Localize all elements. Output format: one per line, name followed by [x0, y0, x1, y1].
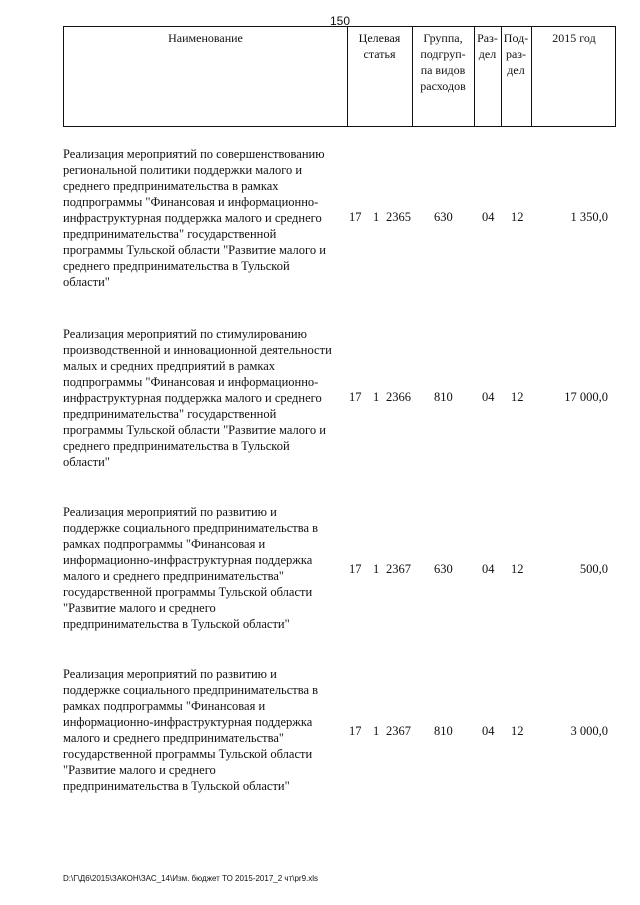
row-name: Реализация мероприятий по совершенствованию региональной политики поддержки малого и среднего предпринимательства в рамках подпрограммы "Финансовая и информационно- инфраструктурная поддержка малого и среднего предпринимательства" государственной программы Тульской области "Развитие малого и среднего предпринимательства в Тульской области" [63, 147, 326, 289]
amount: 500,0 [579, 562, 608, 576]
row-name: Реализация мероприятий по развитию и поддержке социального предпринимательства в рамках подпрограммы "Финансовая и информационно-инфраструктурная поддержка малого и среднего предпринимательства" государственной программы Тульской области "Развитие малого и среднего предпринимательства в Тульской области" [63, 505, 319, 631]
row-name: Реализация мероприятий по развитию и поддержке социального предпринимательства в рамках подпрограммы "Финансовая и информационно-инфраструктурная поддержка малого и среднего предпринимательства" государственной программы Тульской области "Развитие малого и среднего предпринимательства в Тульской области" [63, 667, 319, 793]
table-row [63, 326, 616, 476]
section-code: 04 [482, 210, 495, 224]
target-article-subprogram: 1 [373, 562, 380, 576]
section-code: 04 [482, 390, 495, 404]
header-target-article: Целевая статья [358, 31, 401, 61]
target-article-subprogram: 1 [373, 724, 380, 738]
group-code: 810 [434, 390, 453, 404]
amount: 1 350,0 [570, 210, 608, 224]
target-article-code: 2367 [386, 562, 411, 576]
subsection-code: 12 [511, 562, 524, 576]
group-code: 630 [434, 562, 453, 576]
target-article-subprogram: 1 [373, 210, 380, 224]
section-code: 04 [482, 724, 495, 738]
subsection-code: 12 [511, 724, 524, 738]
target-article-program: 17 [349, 562, 362, 576]
section-code: 04 [482, 562, 495, 576]
target-article-program: 17 [349, 724, 362, 738]
table-row [63, 146, 616, 296]
group-code: 630 [434, 210, 453, 224]
amount: 3 000,0 [570, 724, 608, 738]
table-header [63, 26, 616, 127]
table-row [63, 666, 616, 800]
amount: 17 000,0 [564, 390, 608, 404]
group-code: 810 [434, 724, 453, 738]
file-path-footer: D:\Г\Д6\2015\ЗАКОН\ЗАС_14\Изм. бюджет ТО 2015-2017_2 чт\pr9.xls [63, 874, 319, 883]
header-section: Раз- дел [477, 31, 498, 61]
subsection-code: 12 [511, 390, 524, 404]
target-article-code: 2367 [386, 724, 411, 738]
page-number: 150 [329, 14, 351, 28]
target-article-code: 2366 [386, 390, 411, 404]
header-name: Наименование [168, 31, 243, 45]
header-year: 2015 год [552, 31, 596, 45]
target-article-program: 17 [349, 390, 362, 404]
target-article-code: 2365 [386, 210, 411, 224]
table-row [63, 504, 616, 638]
row-name: Реализация мероприятий по стимулированию производственной и инновационной деятельности малых и средних предприятий в рамках подпрограммы "Финансовая и информационно- инфраструктурная поддержка малого и среднего предпринимательства" государственной программы Тульской области "Развитие малого и среднего предпринимательства в Тульской области" [63, 327, 332, 469]
header-subsection: Под- раз- дел [503, 31, 529, 77]
header-group: Группа, подгруп- па видов расходов [420, 31, 466, 93]
subsection-code: 12 [511, 210, 524, 224]
target-article-program: 17 [349, 210, 362, 224]
target-article-subprogram: 1 [373, 390, 380, 404]
